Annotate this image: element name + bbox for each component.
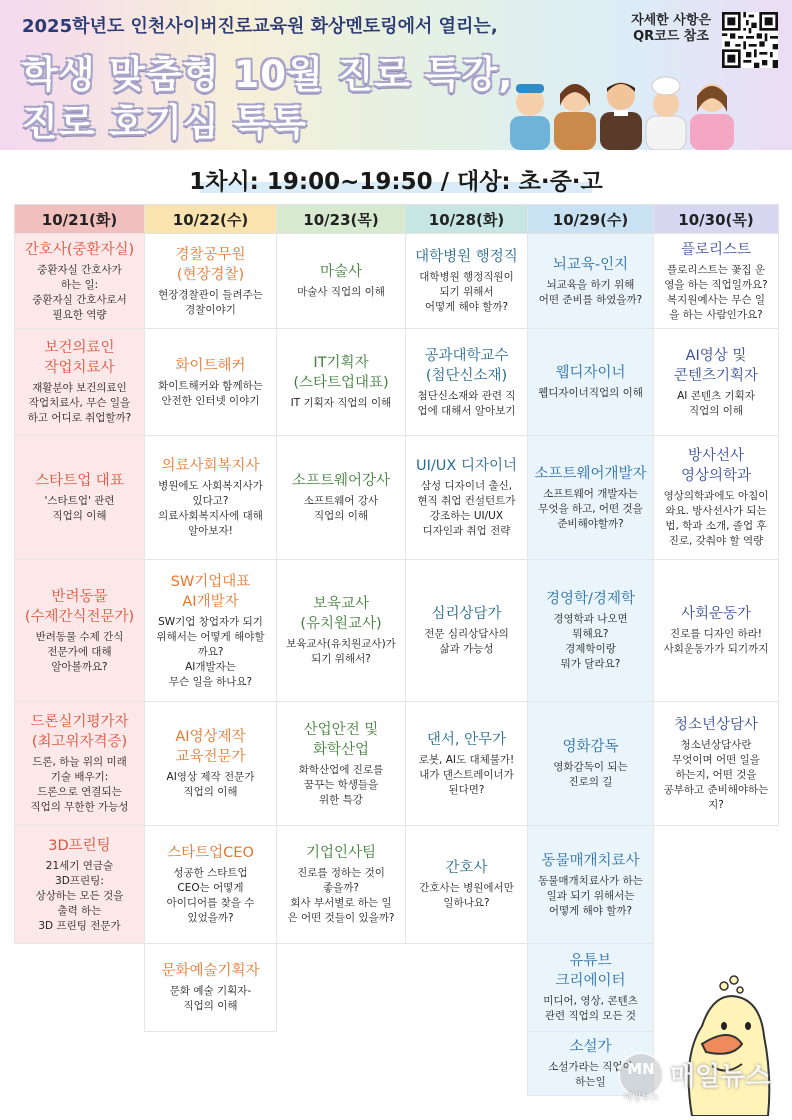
lecture-title: 뇌교육-인지	[552, 256, 629, 273]
lecture-desc: 뇌교육을 하기 위해 어떤 준비를 하였을까?	[538, 278, 643, 306]
lecture-desc: 청소년상담사란 무엇이며 어떤 일을 하는지, 어떤 것을 공부하고 준비해야하는 지?	[663, 738, 769, 811]
lecture-desc: 전문 심리상담사의 삶과 가능성	[424, 628, 509, 655]
main-title-line2: 진로 호기심 톡톡	[22, 101, 307, 144]
program-subtitle: 2025학년도 인천사이버진로교육원 화상멘토링에서 열리는,	[22, 16, 498, 37]
lecture-title: 동물매개치료사	[541, 852, 640, 869]
lecture-cell	[528, 436, 654, 560]
lecture-cell	[654, 234, 779, 329]
lecture-desc: AI영상 제작 전문가 직업의 이해	[166, 771, 255, 798]
lecture-desc: 진로를 디자인 하라! 사회운동가가 되기까지	[663, 628, 769, 655]
lecture-desc: 동물매개치료사가 하는 일과 되기 위해서는 어떻게 해야 할까?	[538, 874, 643, 917]
lecture-desc: 문화 예술 기획자- 직업의 이해	[169, 985, 252, 1012]
lecture-title: 유튜브 크리에이터	[555, 953, 626, 989]
lecture-desc: 경영학과 나오면 뭐해요? 경제학이랑 뭐가 달라요?	[553, 613, 628, 670]
lecture-desc: 현장경찰관이 들려주는 경찰이야기	[158, 288, 263, 316]
lecture-desc: 반려동물 수제 간식 전문가에 대해 알아볼까요?	[35, 630, 124, 673]
lecture-title: 보건의료인 작업치료사	[44, 340, 115, 376]
lecture-cell	[15, 560, 145, 702]
lecture-cell	[145, 702, 277, 826]
date-header-1022: 10/22(수)	[145, 205, 277, 234]
lecture-desc: 웹디자이너직업의 이해	[538, 387, 643, 399]
lecture-desc: 21세기 연금술 3D프린팅: 상상하는 모든 것을 출력 하는 3D 프린팅 전문가	[35, 859, 124, 932]
lecture-title: 산업안전 및 화학산업	[303, 721, 379, 758]
empty-cell	[15, 1032, 145, 1096]
watermark-text: 매일뉴스	[670, 1062, 771, 1092]
empty-cell	[277, 944, 406, 1032]
lecture-cell	[15, 329, 145, 436]
lecture-title: UI/UX 디자이너	[416, 458, 517, 474]
lecture-desc: 미디어, 영상, 콘텐츠 관련 직업의 모든 것	[543, 995, 638, 1022]
lecture-cell	[654, 436, 779, 560]
lecture-cell	[406, 702, 528, 826]
lecture-title: 대학병원 행정직	[415, 249, 518, 265]
lecture-title: 경영학/경제학	[546, 591, 635, 607]
lecture-desc: 중환자실 간호사가 하는 일: 중환자실 간호사로서 필요한 역량	[32, 263, 127, 321]
lecture-title: 소프트웨어강사	[291, 473, 391, 489]
lecture-desc: 영화감독이 되는 진로의 길	[553, 761, 628, 788]
lecture-cell	[406, 234, 528, 329]
lecture-desc: 드론, 하늘 위의 미래 기술 배우기: 드론으로 연결되는 직업의 무한한 가능성	[30, 756, 129, 813]
lecture-title: 소설가	[569, 1039, 612, 1055]
lecture-desc: 병원에도 사회복지사가 있다고? 의료사회복지사에 대해 알아보자!	[158, 480, 263, 537]
lecture-title: 소프트웨어개발자	[534, 465, 647, 482]
lecture-cell	[15, 234, 145, 329]
lecture-title: 사회운동가	[680, 606, 752, 622]
lecture-cell	[528, 560, 654, 702]
lecture-title: 스타트업CEO	[167, 845, 254, 861]
lecture-title: IT기획자 (스타트업대표)	[293, 355, 389, 391]
lecture-desc: 삼성 디자이너 출신, 현직 취업 컨설턴트가 강조하는 UI/UX 디자인과 취업 전략	[417, 480, 516, 537]
lecture-desc: IT 기획자 직업의 이해	[290, 397, 392, 409]
lecture-title: AI영상 및 콘텐츠기획자	[673, 347, 759, 384]
date-header-1021: 10/21(화)	[15, 205, 145, 234]
lecture-desc: 첨단신소재와 관련 직 업에 대해서 알아보기	[417, 389, 516, 417]
lecture-desc: 보육교사(유치원교사)가 되기 위해서?	[286, 638, 396, 665]
lecture-title: 보육교사 (유치원교사)	[300, 596, 382, 632]
nurse-icon	[690, 84, 734, 150]
qr-caption-line1: 자세한 사항은	[631, 13, 711, 28]
lecture-desc: 진로를 정하는 것이 좋을까? 회사 부서별로 하는 일 은 어떤 것들이 있을까?	[287, 867, 395, 924]
lecture-desc: SW기업 창업자가 되기 위해서는 어떻게 해야할 까요? AI개발자는 무슨 일을 하나요?	[156, 615, 265, 688]
lecture-cell	[145, 560, 277, 702]
lecture-desc: 소프트웨어 강사 직업의 이해	[303, 495, 379, 522]
lecture-desc: 화이트해커와 함께하는 안전한 인터넷 이야기	[158, 379, 263, 407]
chef-icon	[510, 84, 550, 150]
schedule-table	[14, 204, 779, 1096]
lecture-title: 마술사	[319, 264, 363, 280]
lecture-cell	[15, 436, 145, 560]
lecture-desc: 플로리스트는 꽃집 운 영을 하는 직업일까요? 복지원예사는 무슨 일 을 하는 사람인가요?	[664, 263, 768, 321]
header-banner	[0, 0, 792, 150]
lecture-desc: 재활분야 보건의료인 작업치료사, 무슨 일을 하고 어디로 취업할까?	[27, 382, 132, 424]
date-header-1029: 10/29(수)	[528, 205, 654, 234]
lecture-title: 문화예술기획자	[161, 963, 260, 979]
empty-cell	[15, 944, 145, 1032]
lecture-title: SW기업대표 AI개발자	[170, 573, 251, 610]
lecture-desc: AI 콘텐츠 기획자 직업의 이해	[677, 389, 755, 417]
empty-cell	[406, 1032, 528, 1096]
lecture-title: 간호사	[445, 860, 488, 876]
lecture-cell	[277, 560, 406, 702]
lecture-title: 심리상담가	[431, 606, 502, 622]
session-info: 1차시: 19:00~19:50 / 대상: 초·중·고	[189, 169, 603, 195]
lecture-title: 댄서, 안무가	[426, 731, 507, 748]
lecture-title: 방사선사 영상의학과	[680, 448, 752, 484]
lecture-cell	[277, 702, 406, 826]
baker-icon	[646, 77, 686, 150]
empty-cell	[654, 826, 779, 944]
qr-code-icon[interactable]	[722, 12, 778, 68]
lecture-cell	[528, 826, 654, 944]
lecture-title: 화이트해커	[175, 357, 246, 374]
lecture-title: AI영상제작 교육전문가	[175, 729, 246, 765]
lecture-cell	[145, 826, 277, 944]
lecture-title: 간호사(중환자실)	[24, 241, 135, 258]
lecture-cell	[277, 436, 406, 560]
watermark-small-text: 매일뉴스	[623, 1093, 659, 1103]
lecture-title: 스타트업 대표	[35, 473, 124, 489]
lecture-title: 드론실기평가자 (최고위자격증)	[30, 714, 129, 750]
lecture-title: 경찰공무원 (현장경찰)	[175, 246, 246, 283]
date-header-1028: 10/28(화)	[406, 205, 528, 234]
main-title-line1: 학생 맞춤형 10월 진로 특강,	[22, 53, 514, 96]
lecture-title: 청소년상담사	[673, 716, 759, 733]
lecture-title: 기업인사팀	[305, 845, 377, 861]
lecture-cell	[277, 329, 406, 436]
lecture-cell	[145, 436, 277, 560]
lecture-title: 웹디자이너	[555, 365, 626, 381]
lecture-cell	[277, 234, 406, 329]
professionals-illustration	[508, 72, 738, 150]
barista-icon	[554, 84, 596, 150]
lecture-desc: 소프트웨어 개발자는 무엇을 하고, 어떤 것을 준비해야할까?	[538, 487, 643, 530]
empty-cell	[277, 1032, 406, 1096]
lecture-title: 반려동물 (수제간식전문가)	[24, 588, 135, 625]
lecture-desc: 간호사는 병원에서만 일하나요?	[419, 882, 514, 909]
empty-cell	[406, 944, 528, 1032]
waiter-icon	[600, 82, 642, 150]
lecture-cell	[277, 826, 406, 944]
lecture-cell	[654, 702, 779, 826]
lecture-desc: 소설가라는 직업이 하는일	[548, 1061, 633, 1088]
lecture-title: 영화감독	[562, 739, 619, 755]
lecture-desc: 대학병원 행정직원이 되기 위해서 어떻게 해야 할까?	[419, 271, 514, 313]
lecture-cell	[406, 826, 528, 944]
lecture-cell	[528, 329, 654, 436]
watermark-logo: MN	[618, 1052, 664, 1098]
lecture-cell	[528, 944, 654, 1032]
qr-caption-line2: QR코드 참조	[633, 29, 709, 44]
lecture-cell	[15, 826, 145, 944]
lecture-desc: 성공한 스타트업 CEO는 어떻게 아이디어를 찾을 수 있었을까?	[166, 867, 255, 924]
date-header-1030: 10/30(목)	[654, 205, 779, 234]
lecture-cell	[406, 560, 528, 702]
lecture-desc: 마술사 직업의 이해	[297, 286, 385, 298]
lecture-desc: 영상의학과에도 아침이 와요. 방사선사가 되는 법, 학과 소개, 졸업 후 진로, 갖춰야 할 역량	[663, 490, 769, 547]
lecture-desc: 로봇, AI도 대체불가! 내가 댄스트레이너가 된다면?	[418, 753, 515, 796]
lecture-cell	[145, 234, 277, 329]
lecture-cell	[145, 944, 277, 1032]
lecture-cell	[145, 329, 277, 436]
qr-caption	[626, 13, 716, 45]
lecture-desc: 화학산업에 진로를 꿈꾸는 학생들을 위한 특강	[298, 763, 384, 806]
date-header-1023: 10/23(목)	[277, 205, 406, 234]
lecture-desc: '스타트업' 관련 직업의 이해	[44, 495, 115, 522]
lecture-cell	[406, 436, 528, 560]
watermark	[618, 1050, 788, 1110]
lecture-cell	[654, 560, 779, 702]
lecture-title: 의료사회복지사	[161, 458, 260, 474]
lecture-cell	[406, 329, 528, 436]
lecture-title: 3D프린팅	[48, 837, 111, 854]
lecture-cell	[654, 329, 779, 436]
lecture-title: 공과대학교수 (첨단신소재)	[424, 347, 509, 384]
lecture-title: 플로리스트	[680, 241, 752, 258]
empty-cell	[145, 1032, 277, 1096]
lecture-cell	[15, 702, 145, 826]
lecture-cell	[528, 234, 654, 329]
lecture-cell	[528, 702, 654, 826]
